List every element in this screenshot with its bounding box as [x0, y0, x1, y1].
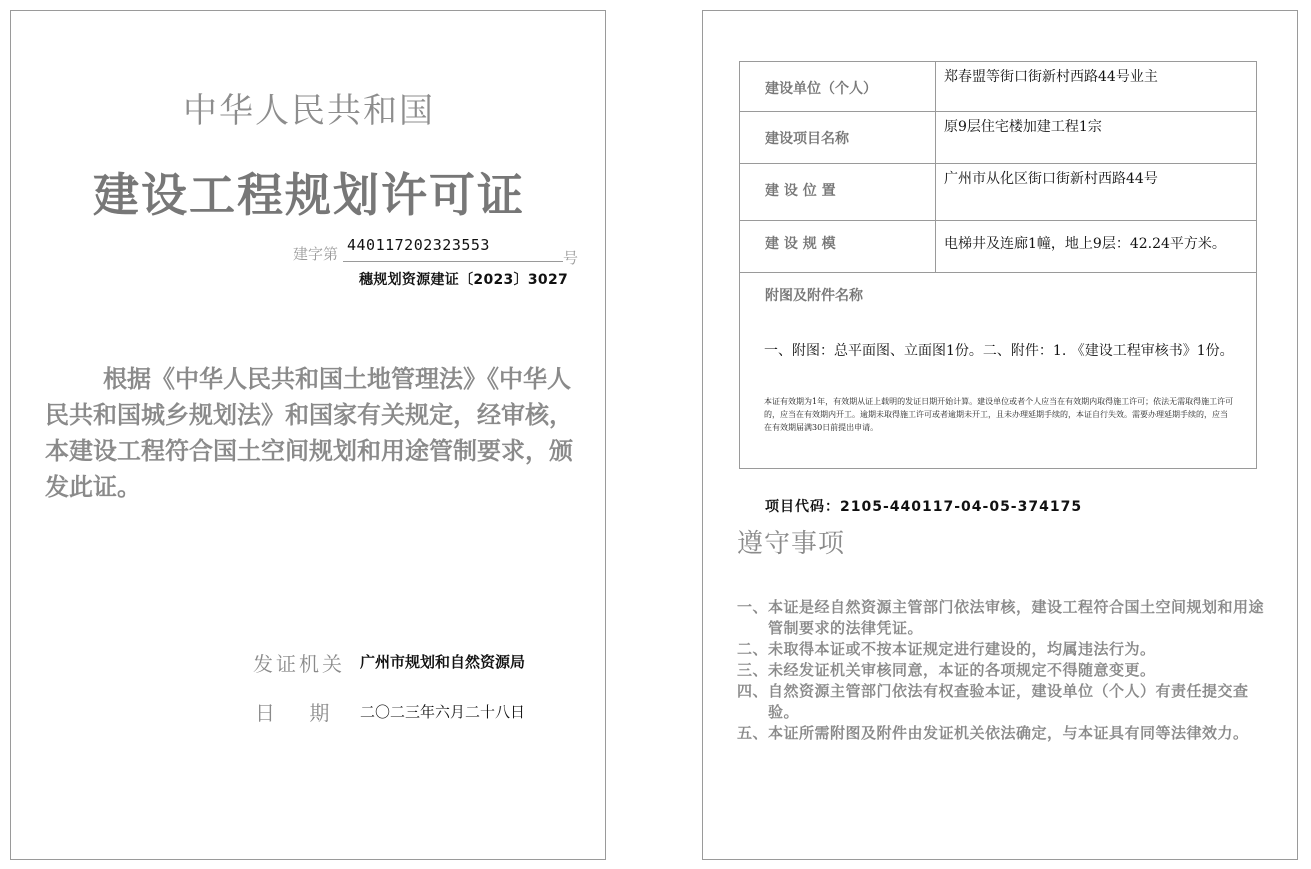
- list-item: 四、自然资源主管部门依法有权查验本证，建设单位（个人）有责任提交查验。: [737, 682, 1249, 721]
- table-label-cell: [740, 164, 936, 221]
- issue-date: 二〇二三年六月二十八日: [360, 703, 526, 721]
- scale-label: 建 设 规 模: [765, 236, 836, 252]
- unit-value: 郑春盟等街口街新村西路44号业主: [936, 62, 1257, 112]
- issuer-name: 广州市规划和自然资源局: [360, 653, 526, 671]
- certificate-sub-number: 穗规划资源建证〔2023〕3027: [359, 272, 569, 288]
- list-item: 一、本证是经自然资源主管部门依法审核，建设工程符合国土空间规划和用途管制要求的法律凭证。: [737, 598, 1265, 637]
- number-underline: [343, 261, 563, 262]
- location-label: 建 设 位 置: [765, 183, 836, 199]
- project-name-label: 建设项目名称: [765, 131, 849, 147]
- unit-label: 建设单位（个人）: [765, 81, 877, 97]
- certificate-front-page: [10, 10, 606, 860]
- issuance-statement: 根据《中华人民共和国土地管理法》《中华人民共和国城乡规划法》和国家有关规定，经审核，本建设工程符合国土空间规划和用途管制要求，颁发此证。: [45, 365, 573, 501]
- project-code: 项目代码：2105-440117-04-05-374175: [765, 499, 1083, 515]
- table-row: [740, 221, 1257, 273]
- table-row: [740, 62, 1257, 112]
- table-row: [740, 112, 1257, 164]
- location-value: 广州市从化区街口街新村西路44号: [936, 164, 1257, 221]
- attachments-cell: [740, 273, 1257, 469]
- list-item: 二、未取得本证或不按本证规定进行建设的，均属违法行为。: [737, 640, 1156, 658]
- project-name-value: 原9层住宅楼加建工程1宗: [936, 112, 1257, 164]
- certificate-number: 440117202323553: [347, 236, 490, 254]
- list-item: 三、未经发证机关审核同意，本证的各项规定不得随意变更。: [737, 661, 1156, 679]
- table-row: [740, 273, 1257, 469]
- certificate-back-page: [702, 10, 1298, 860]
- list-item: 五、本证所需附图及附件由发证机关依法确定，与本证具有同等法律效力。: [737, 724, 1249, 742]
- number-prefix: 建字第: [293, 245, 339, 263]
- number-suffix: 号: [563, 249, 579, 267]
- attachments-label: 附图及附件名称: [765, 288, 863, 304]
- project-info-table: [739, 61, 1257, 469]
- table-label-cell: [740, 221, 936, 273]
- table-label-cell: [740, 112, 936, 164]
- country-name: 中华人民共和国: [183, 91, 435, 131]
- table-label-cell: [740, 62, 936, 112]
- notice-title: 遵守事项: [737, 529, 846, 559]
- table-row: [740, 164, 1257, 221]
- certificate-title: 建设工程规划许可证: [93, 168, 525, 222]
- date-label: 日 期: [255, 701, 330, 725]
- rules-list: [737, 597, 1277, 744]
- attachments-text: 一、附图：总平面图、立面图1份。二、附件：1. 《建设工程审核书》1份。: [764, 343, 1234, 359]
- validity-note: 本证有效期为1年，有效期从证上载明的发证日期开始计算。建设单位或者个人应当在有效期内取得施工许可；依法无需取得施工许可的，应当在有效期内开工。逾期未取得施工许可或者逾期未开工，且未办理延期手续的，本证自行失效。需要办理延期手续的，应当在有效期届满30日前提出申请。: [764, 397, 1234, 432]
- scale-value: 电梯井及连廊1幢，地上9层：42.24平方米。: [936, 221, 1257, 273]
- issuer-label: 发证机关: [253, 652, 345, 676]
